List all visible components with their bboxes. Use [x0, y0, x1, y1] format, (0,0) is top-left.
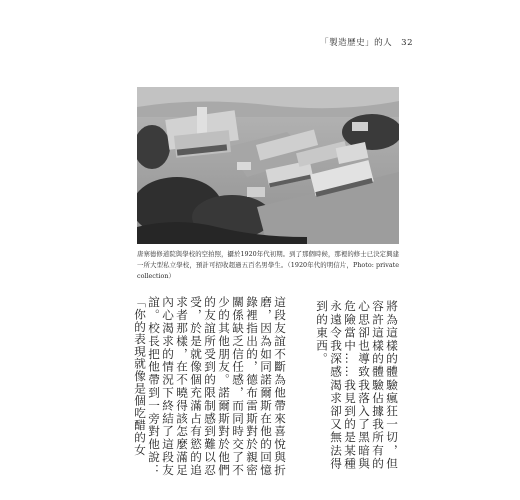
aerial-photo	[137, 87, 399, 244]
running-header: 「製造歷史」的人 32	[320, 38, 413, 48]
body-paragraph: 這段友誼不斷為他帶來喜悅與折磨，因為如同諾爾斯在他的回憶錄裡指出的，德布雷斯對於親密關係缺乏信任感，而同時交了不少的其他朋友。諾爾斯對於他們的友誼所受到的限制感到難以忍受，於是就像個充滿占有慾的追求者那樣，在不曉得該怎麼滿足內心渴求的情況下終結了這段友誼。校長把他帶到一旁對他說：「你的表現就像是個吃醋的女	[133, 296, 287, 476]
aerial-photo-image	[137, 87, 399, 244]
photo-caption: 唐寨德修道院與學校的空拍照，攝於1920年代初期。到了那個時候，那裡的修士已決定興建一所大型私立學校，預計可招收超過五百名男學生。（1920年代的明信片，Photo: private collection）	[137, 250, 399, 280]
poem-quote: 將為這樣的體驗瘋狂一切，但容許這樣的體驗佔據我所有的心思卻也導致我落入了黑暗與危險當中……我見到的是某種永遠令我深感渴求卻又無法得到的東西。	[315, 300, 399, 471]
